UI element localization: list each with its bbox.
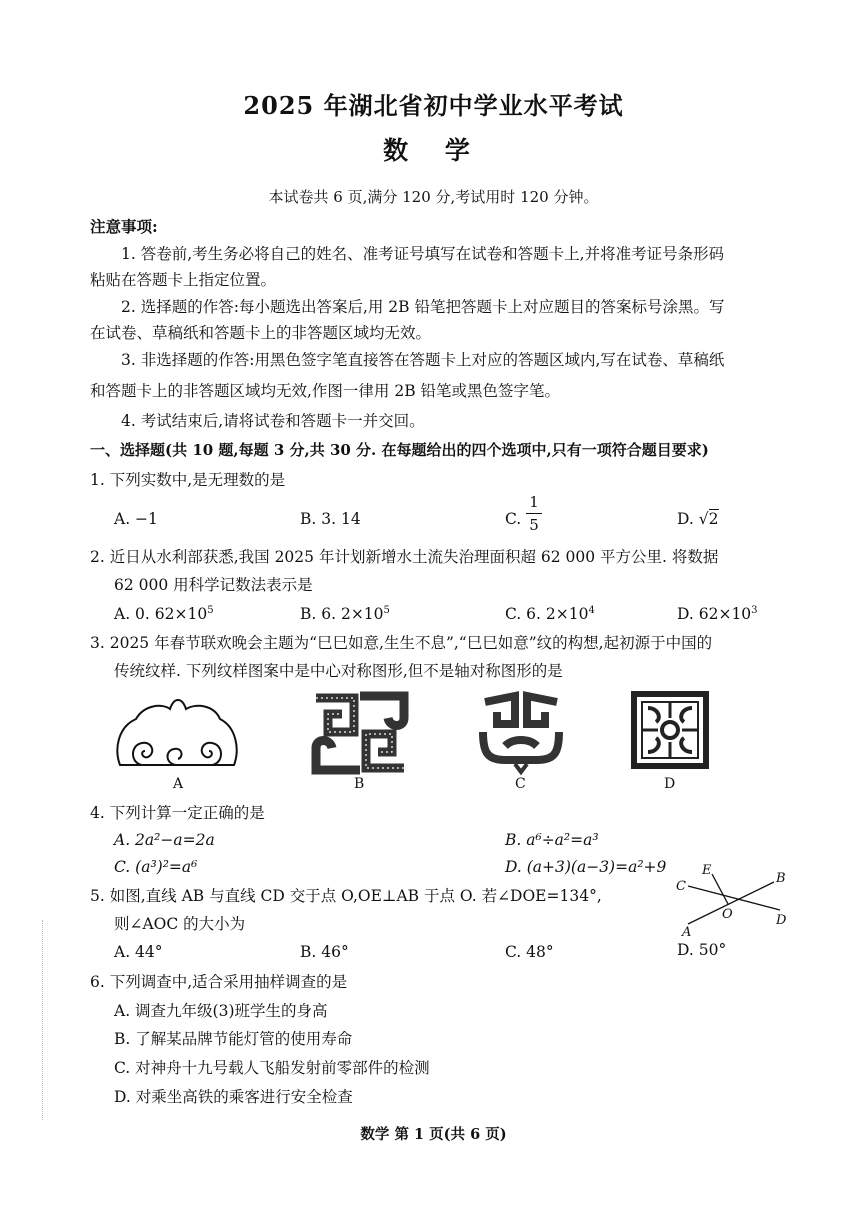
fraction-numerator: 1 (529, 493, 539, 511)
ray-oe (712, 874, 728, 904)
q3-caption-a: A (173, 776, 184, 792)
q2-option-b-exp: 5 (383, 605, 390, 616)
q5-geometry-figure (670, 862, 800, 940)
q3-caption-d: D (664, 776, 676, 792)
notice-item-3-cont: 和答题卡上的非答题区域均无效,作图一律用 2B 铅笔或黑色签字笔。 (90, 382, 561, 400)
sqrt-icon: √ (698, 510, 709, 528)
q5-option-b: B. 46° (300, 943, 349, 961)
label-a: A (682, 925, 692, 940)
notice-item-1: 1. 答卷前,考生务必将自己的姓名、准考证号填写在试卷和答题卡上,并将准考证号条形码 (121, 245, 725, 263)
subject-title: 数 学 (383, 136, 484, 165)
section-1-heading: 一、选择题(共 10 题,每题 3 分,共 30 分. 在每题给出的四个选项中,只有一项符合题目要求) (90, 441, 709, 459)
label-b: B (776, 871, 786, 886)
q2-option-c (505, 605, 595, 623)
label-c: C (676, 879, 686, 894)
q1-option-c-label: C. (505, 510, 522, 528)
label-d: D (776, 913, 787, 928)
q3-pattern-c-symmetric (475, 688, 567, 776)
page-footer: 数学 第 1 页(共 6 页) (360, 1126, 507, 1143)
label-o: O (722, 907, 733, 922)
q1-option-a: A. −1 (114, 510, 158, 528)
q6-option-d: D. 对乘坐高铁的乘客进行安全检查 (114, 1088, 353, 1106)
scan-edge-marks (42, 920, 46, 1120)
q2-option-c-exp: 4 (588, 605, 595, 616)
q6-option-c: C. 对神舟十九号载人飞船发射前零部件的检测 (114, 1059, 430, 1077)
q4-option-d: D. (a+3)(a−3)=a²+9 (505, 858, 667, 876)
q3-caption-c: C (515, 776, 526, 792)
q4-option-b: B. a⁶÷a²=a³ (505, 831, 599, 849)
q4-option-a: A. 2a²−a=2a (114, 831, 215, 849)
q2-option-a-base: A. 0. 62×10 (114, 605, 208, 623)
q5-stem-line-1: 5. 如图,直线 AB 与直线 CD 交于点 O,OE⊥AB 于点 O. 若∠DOE=134°, (90, 887, 602, 905)
q4-option-c: C. (a³)²=a⁶ (114, 858, 198, 876)
q2-option-b (300, 605, 390, 623)
q6-option-a: A. 调查九年级(3)班学生的身高 (114, 1002, 328, 1020)
q3-pattern-a-cloud (112, 693, 242, 775)
q3-pattern-b-snake (310, 688, 410, 778)
q1-stem: 1. 下列实数中,是无理数的是 (90, 471, 286, 489)
radicand: 2 (708, 510, 719, 528)
notice-heading: 注意事项: (90, 217, 158, 236)
q1-option-c-fraction (526, 493, 542, 534)
q1-option-b: B. 3. 14 (300, 510, 361, 528)
q2-option-d-exp: 3 (751, 605, 758, 616)
fraction-bar (526, 513, 542, 514)
notice-item-4: 4. 考试结束后,请将试卷和答题卡一并交回。 (121, 412, 425, 430)
q2-option-c-base: C. 6. 2×10 (505, 605, 589, 623)
label-e: E (702, 863, 712, 878)
q5-option-a: A. 44° (114, 943, 163, 961)
q6-stem: 6. 下列调查中,适合采用抽样调查的是 (90, 973, 348, 991)
q6-option-b: B. 了解某品牌节能灯管的使用寿命 (114, 1030, 353, 1048)
q2-option-b-base: B. 6. 2×10 (300, 605, 384, 623)
fraction-denominator: 5 (529, 516, 539, 534)
q5-option-d: D. 50° (677, 941, 727, 959)
q2-stem-line-2: 62 000 用科学记数法表示是 (114, 576, 313, 594)
notice-item-2-cont: 在试卷、草稿纸和答题卡上的非答题区域均无效。 (90, 324, 432, 342)
notice-item-1-cont: 粘贴在答题卡上指定位置。 (90, 271, 277, 289)
notice-item-3: 3. 非选择题的作答:用黑色签字笔直接答在答题卡上对应的答题区域内,写在试卷、草稿纸 (121, 351, 725, 369)
q4-stem: 4. 下列计算一定正确的是 (90, 804, 265, 822)
q3-stem-line-1: 3. 2025 年春节联欢晚会主题为“巳巳如意,生生不息”,“巳巳如意”纹的构想,起初源于中国的 (90, 634, 713, 652)
q5-stem-line-2: 则∠AOC 的大小为 (114, 915, 246, 933)
q2-option-d (677, 605, 758, 623)
q3-stem-line-2: 传统纹样. 下列纹样图案中是中心对称图形,但不是轴对称图形的是 (114, 662, 563, 680)
exam-title: 2025 年湖北省初中学业水平考试 (243, 91, 624, 120)
q3-pattern-d-square (628, 688, 712, 772)
exam-info: 本试卷共 6 页,满分 120 分,考试用时 120 分钟。 (268, 188, 599, 206)
q2-stem-line-1: 2. 近日从水利部获悉,我国 2025 年计划新增水土流失治理面积超 62 000 平方公里. 将数据 (90, 548, 719, 566)
q2-option-d-base: D. 62×10 (677, 605, 752, 623)
notice-item-2: 2. 选择题的作答:每小题选出答案后,用 2B 铅笔把答题卡上对应题目的答案标号涂黑。写 (121, 298, 725, 316)
q2-option-a-exp: 5 (207, 605, 214, 616)
line-cd (688, 886, 780, 910)
q5-option-c: C. 48° (505, 943, 554, 961)
q1-option-d (677, 510, 719, 528)
q3-caption-b: B (354, 776, 365, 792)
q1-option-d-label: D. (677, 510, 694, 528)
q2-option-a (114, 605, 214, 623)
